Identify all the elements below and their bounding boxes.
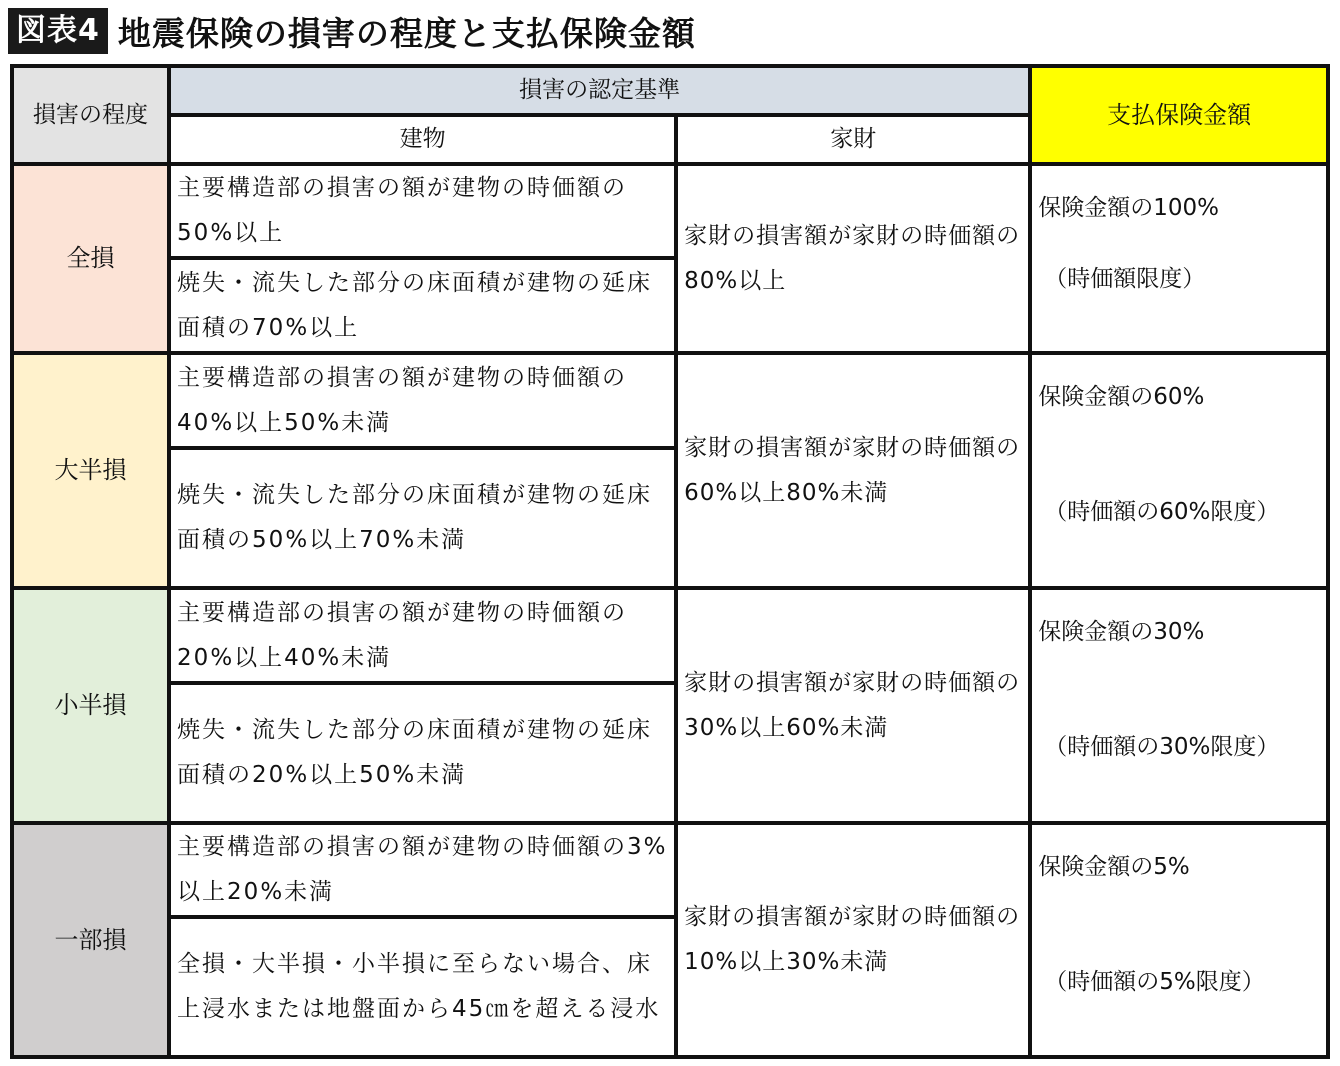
payment-cell [1030, 823, 1328, 1057]
header-degree: 損害の程度 [12, 66, 169, 164]
figure-title: 地震保険の損害の程度と支払保険金額 [117, 13, 696, 53]
table-row [12, 823, 1328, 917]
building-criteria-cell: 焼失・流失した部分の床面積が建物の延床面積の50%以上70%未満 [169, 448, 676, 588]
degree-cell: 大半損 [12, 353, 169, 588]
payment-cell [1030, 353, 1328, 588]
figure-title-bar [8, 6, 696, 56]
insurance-table [10, 64, 1330, 1059]
degree-cell: 一部損 [12, 823, 169, 1057]
property-criteria-cell: 家財の損害額が家財の時価額の80%以上 [676, 164, 1030, 353]
building-criteria-cell: 全損・大半損・小半損に至らない場合、床上浸水または地盤面から45㎝を超える浸水 [169, 917, 676, 1057]
building-criteria-cell: 主要構造部の損害の額が建物の時価額の20%以上40%未満 [169, 588, 676, 683]
building-criteria-cell: 主要構造部の損害の額が建物の時価額の50%以上 [169, 164, 676, 258]
degree-cell: 全損 [12, 164, 169, 353]
payment-amount: 保険金額の60% [1038, 384, 1205, 410]
property-criteria-cell: 家財の損害額が家財の時価額の60%以上80%未満 [676, 353, 1030, 588]
payment-amount: 保険金額の5% [1038, 854, 1190, 880]
payment-cell [1030, 164, 1328, 353]
property-criteria-cell: 家財の損害額が家財の時価額の30%以上60%未満 [676, 588, 1030, 823]
building-criteria-cell: 主要構造部の損害の額が建物の時価額の40%以上50%未満 [169, 353, 676, 448]
header-payment: 支払保険金額 [1030, 66, 1328, 164]
table-row [12, 164, 1328, 258]
header-building: 建物 [169, 115, 676, 164]
payment-limit-note: （時価額限度） [1044, 266, 1206, 292]
payment-amount: 保険金額の100% [1038, 195, 1220, 221]
figure-label: 図表4 [8, 8, 108, 54]
payment-limit-note: （時価額の30%限度） [1044, 734, 1280, 760]
payment-amount: 保険金額の30% [1038, 619, 1205, 645]
header-property: 家財 [676, 115, 1030, 164]
table-row [12, 353, 1328, 448]
table-row [12, 588, 1328, 683]
payment-limit-note: （時価額の60%限度） [1044, 499, 1280, 525]
degree-cell: 小半損 [12, 588, 169, 823]
payment-limit-note: （時価額の5%限度） [1044, 969, 1265, 995]
payment-cell [1030, 588, 1328, 823]
building-criteria-cell: 焼失・流失した部分の床面積が建物の延床面積の20%以上50%未満 [169, 683, 676, 823]
header-criteria: 損害の認定基準 [169, 66, 1030, 115]
property-criteria-cell: 家財の損害額が家財の時価額の10%以上30%未満 [676, 823, 1030, 1057]
building-criteria-cell: 主要構造部の損害の額が建物の時価額の3%以上20%未満 [169, 823, 676, 917]
building-criteria-cell: 焼失・流失した部分の床面積が建物の延床面積の70%以上 [169, 258, 676, 353]
